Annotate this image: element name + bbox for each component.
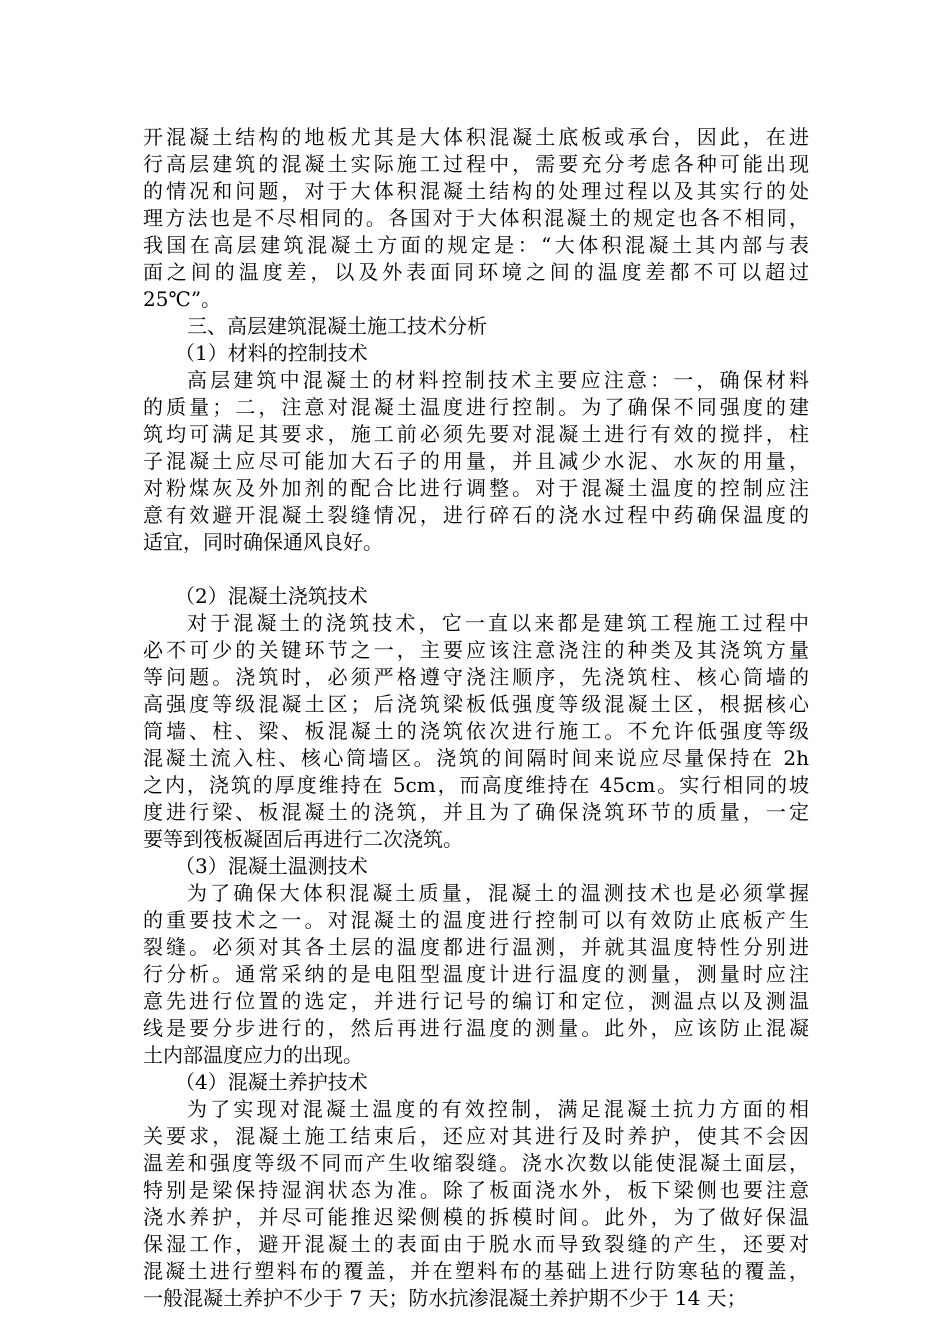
paragraph-line: 筒墙、柱、梁、板混凝土的浇筑依次进行施工。不允许低强度等级 — [143, 719, 809, 743]
paragraph-line: 要等到筏板凝固后再进行二次浇筑。 — [143, 827, 463, 851]
paragraph-line: 高强度等级混凝土区；后浇筑梁板低强度等级混凝土区，根据核心 — [143, 692, 809, 716]
paragraph-line: 意有效避开混凝土裂缝情况，进行碎石的浇水过程中药确保温度的 — [143, 503, 809, 527]
paragraph-line: 裂缝。必须对其各土层的温度都进行温测，并就其温度特性分别进 — [143, 935, 809, 959]
paragraph-line: 等问题。浇筑时，必须严格遵守浇注顺序，先浇筑柱、核心筒墙的 — [143, 665, 809, 689]
paragraph-line: 的重要技术之一。对混凝土的温度进行控制可以有效防止底板产生 — [143, 908, 809, 932]
paragraph-line: 线是要分步进行的，然后再进行温度的测量。此外，应该防止混凝 — [143, 1016, 809, 1040]
intro-line: 的情况和问题，对于大体积混凝土结构的处理过程以及其实行的处 — [143, 179, 809, 203]
paragraph-line: 之内，浇筑的厚度维持在 5cm，而高度维持在 45cm。实行相同的坡 — [143, 773, 809, 797]
paragraph-line: 温差和强度等级不同而产生收缩裂缝。浇水次数以能使混凝土面层， — [143, 1151, 809, 1175]
paragraph-line: 浇水养护，并尽可能推迟梁侧模的拆模时间。此外，为了做好保温 — [143, 1205, 809, 1229]
paragraph-line: 的质量；二，注意对混凝土温度进行控制。为了确保不同强度的建 — [143, 395, 809, 419]
paragraph-line: 筑均可满足其要求，施工前必须先要对混凝土进行有效的搅拌，柱 — [143, 422, 809, 446]
subsection-title-4: （4）混凝土养护技术 — [175, 1070, 368, 1094]
intro-line: 25℃”。 — [143, 287, 222, 311]
paragraph-line: 混凝土进行塑料布的覆盖，并在塑料布的基础上进行防寒毡的覆盖， — [143, 1259, 809, 1283]
paragraph-line: 土内部温度应力的出现。 — [143, 1043, 363, 1067]
paragraph-line: 适宜，同时确保通风良好。 — [143, 530, 383, 554]
subsection-title-2: （2）混凝土浇筑技术 — [175, 584, 368, 608]
subsection-title-1: （1）材料的控制技术 — [175, 341, 368, 365]
paragraph-line: 子混凝土应尽可能加大石子的用量，并且减少水泥、水灰的用量， — [143, 449, 809, 473]
intro-line: 面之间的温度差，以及外表面同环境之间的温度差都不可以超过 — [143, 260, 809, 284]
blank-line — [143, 556, 809, 583]
paragraph-line: 度进行梁、板混凝土的浇筑，并且为了确保浇筑环节的质量，一定 — [143, 800, 809, 824]
paragraph-line: 混凝土流入柱、核心筒墙区。浇筑的间隔时间来说应尽量保持在 2h — [143, 746, 809, 770]
intro-line: 行高层建筑的混凝土实际施工过程中，需要充分考虑各种可能出现 — [143, 152, 809, 176]
intro-line: 开混凝土结构的地板尤其是大体积混凝土底板或承台，因此，在进 — [143, 125, 809, 149]
paragraph-line: 行分析。通常采纳的是电阻型温度计进行温度的测量，测量时应注 — [143, 962, 809, 986]
intro-line: 我国在高层建筑混凝土方面的规定是：“大体积混凝土其内部与表 — [143, 233, 809, 257]
subsection-title-3: （3）混凝土温测技术 — [175, 854, 368, 878]
paragraph-line: 关要求，混凝土施工结束后，还应对其进行及时养护，使其不会因 — [143, 1124, 809, 1148]
paragraph-line: 必不可少的关键环节之一，主要应该注意浇注的种类及其浇筑方量 — [143, 638, 809, 662]
document-body — [143, 124, 809, 1312]
paragraph-line: 意先进行位置的选定，并进行记号的编订和定位，测温点以及测温 — [143, 989, 809, 1013]
paragraph-line: 一般混凝土养护不少于 7 天；防水抗渗混凝土养护期不少于 14 天； — [143, 1286, 747, 1310]
paragraph-line: 为了实现对混凝土温度的有效控制，满足混凝土抗力方面的相 — [187, 1097, 809, 1121]
paragraph-line: 保湿工作，避开混凝土的表面由于脱水而导致裂缝的产生，还要对 — [143, 1232, 809, 1256]
paragraph-line: 高层建筑中混凝土的材料控制技术主要应注意：一，确保材料 — [187, 368, 809, 392]
section-title: 三、高层建筑混凝土施工技术分析 — [187, 314, 487, 338]
paragraph-line: 对于混凝土的浇筑技术，它一直以来都是建筑工程施工过程中 — [187, 611, 809, 635]
intro-line: 理方法也是不尽相同的。各国对于大体积混凝土的规定也各不相同， — [143, 206, 809, 230]
paragraph-line: 对粉煤灰及外加剂的配合比进行调整。对于混凝土温度的控制应注 — [143, 476, 809, 500]
paragraph-line: 为了确保大体积混凝土质量，混凝土的温测技术也是必须掌握 — [187, 881, 809, 905]
paragraph-line: 特别是梁保持湿润状态为准。除了板面浇水外，板下梁侧也要注意 — [143, 1178, 809, 1202]
